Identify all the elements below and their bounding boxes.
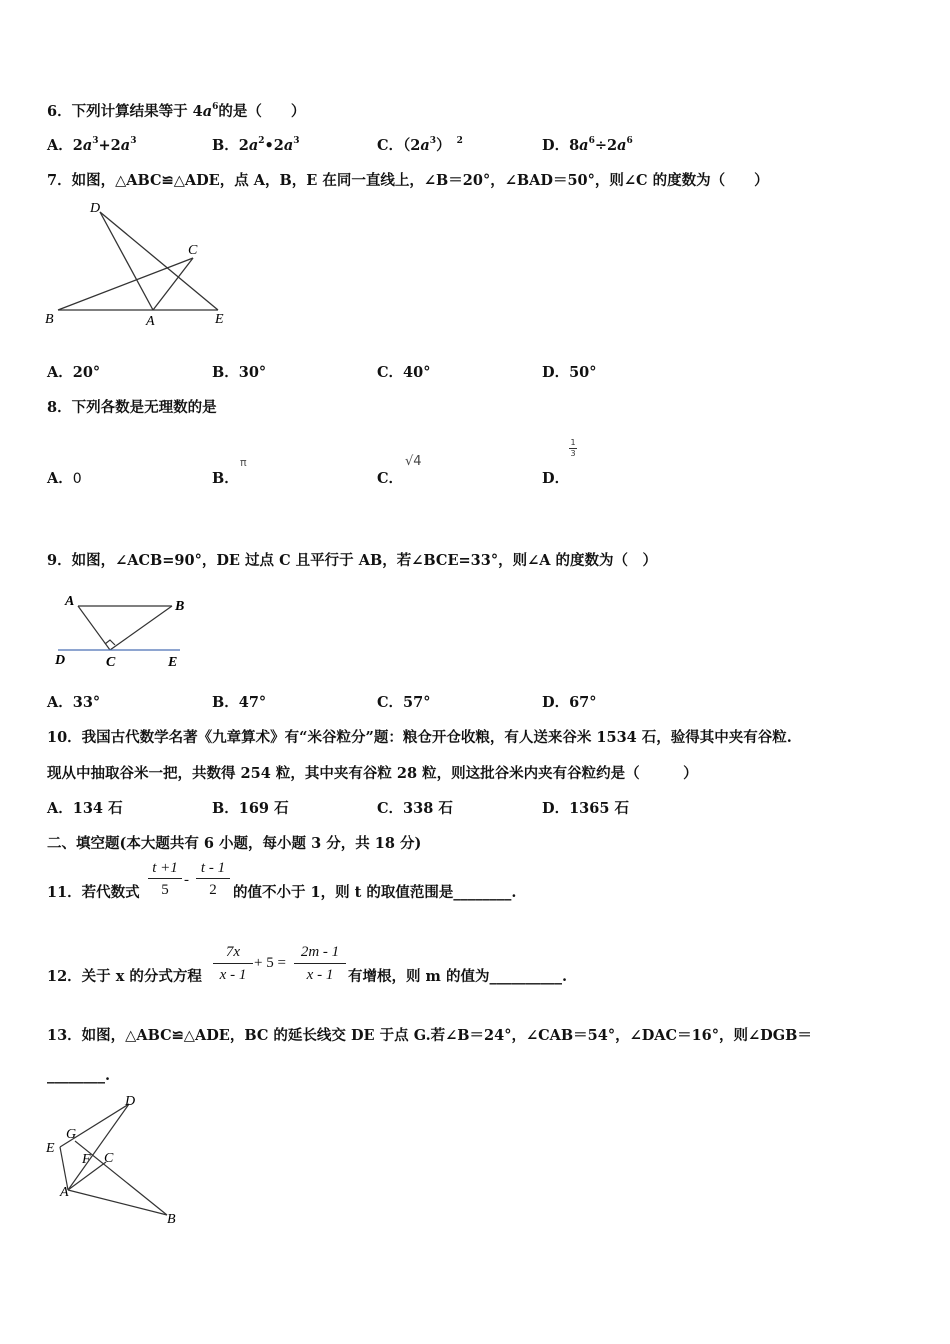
q12-fraction-1-denominator: x - 1: [213, 963, 253, 986]
q7-line-de: [100, 212, 218, 310]
q11-suffix: 的值不小于 1，则 t 的取值范围是________.: [233, 884, 517, 901]
q12-fraction-1-numerator: 7x: [225, 944, 241, 960]
q9-stem: 9．如图，∠ACB=90°，DE 过点 C 且平行于 AB，若∠BCE=33°，则∠A 的度数为（ ）: [47, 552, 658, 569]
q10-option-b: B．169 石: [212, 800, 289, 817]
q7-label-e: E: [215, 312, 224, 327]
q10-option-c: C．338 石: [377, 800, 453, 817]
q7-figure: [40, 198, 240, 330]
q13-label-e: E: [46, 1141, 55, 1156]
q12-fraction-1: [213, 941, 253, 986]
q11-fraction-1: [148, 858, 182, 901]
q12-fraction-2-denominator: x - 1: [294, 963, 346, 986]
q9-option-b: B．47°: [212, 694, 267, 711]
q12-fraction-2: [294, 941, 346, 986]
q13-stem-line1: 13．如图，△ABC≌△ADE，BC 的延长线交 DE 于点 G.若∠B＝24°，∠CAB＝54°，∠DAC＝16°，则∠DGB＝: [47, 1027, 812, 1044]
q7-option-d: D．50°: [542, 364, 597, 381]
q8-option-d-fraction: [569, 438, 577, 459]
q8-option-d-denominator: 3: [570, 449, 576, 458]
q8-option-a: A．0: [47, 470, 82, 487]
q9-option-a: A．33°: [47, 694, 101, 711]
q9-option-c: C．57°: [377, 694, 431, 711]
q6-option-d: D．$8a^6\div 2a^6$: [542, 136, 633, 154]
q13-label-f: F: [82, 1152, 91, 1167]
q7-label-d: D: [90, 201, 101, 216]
q8-option-c: C．: [377, 470, 404, 487]
q8-option-b-value: π: [240, 456, 247, 469]
q9-label-c: C: [106, 655, 116, 670]
q6-option-c: C．$(2a^3)$ $^2$: [377, 136, 463, 154]
q11-fraction-2-denominator: 2: [196, 878, 230, 901]
q12-suffix: 有增根，则 m 的值为__________.: [348, 968, 567, 985]
q7-option-c: C．40°: [377, 364, 431, 381]
q8-option-b: B．: [212, 470, 239, 487]
q11-prefix: 11．若代数式: [47, 884, 140, 901]
q6-stem: 6．下列计算结果等于 $4a^6$的是（ ）: [47, 102, 306, 120]
q12-fraction-2-numerator: 2m - 1: [300, 944, 340, 960]
q10-option-a: A．134 石: [47, 800, 123, 817]
q9-label-a: A: [65, 594, 75, 609]
q7-option-a: A．20°: [47, 364, 101, 381]
q11-fraction-1-numerator: t +1: [152, 860, 178, 876]
q6-option-b: B．$2a^2•2a^3$: [212, 136, 300, 154]
q13-stem-line2: ________.: [47, 1067, 111, 1084]
q13-label-d: D: [125, 1094, 136, 1109]
q8-option-d-numerator: 1: [570, 438, 576, 447]
q9-figure: [50, 590, 195, 670]
q13-label-g: G: [66, 1127, 77, 1142]
q7-label-a: A: [146, 314, 155, 329]
q13-label-c: C: [104, 1151, 114, 1166]
q7-stem: 7．如图，△ABC≌△ADE，点 A，B，E 在同一直线上，∠B＝20°，∠BAD＝50°，则∠C 的度数为（ ）: [47, 172, 769, 189]
q12-prefix: 12．关于 x 的分式方程: [47, 968, 202, 985]
q9-label-b: B: [175, 599, 185, 614]
q7-line-da: [100, 212, 153, 310]
q11-fraction-1-denominator: 5: [148, 878, 182, 901]
section-heading: 二、填空题(本大题共有 6 小题，每小题 3 分，共 18 分): [47, 835, 422, 852]
q8-option-d: D．: [542, 470, 570, 487]
q9-label-d: D: [55, 653, 66, 668]
q9-label-e: E: [168, 655, 178, 670]
q7-option-b: B．30°: [212, 364, 267, 381]
q13-figure: [40, 1090, 190, 1230]
q9-option-d: D．67°: [542, 694, 597, 711]
q7-label-c: C: [188, 243, 198, 258]
q8-stem: 8．下列各数是无理数的是: [47, 399, 217, 416]
q11-fraction-2: [196, 858, 230, 901]
q11-fraction-2-numerator: t - 1: [200, 860, 226, 876]
q10-stem-line1: 10．我国古代数学名著《九章算术》有“米谷粒分”题：粮仓开仓收粮，有人送来谷米 1534 石，验得其中夹有谷粒.: [47, 729, 792, 746]
q10-stem-line2: 现从中抽取谷米一把，共数得 254 粒，其中夹有谷粒 28 粒，则这批谷米内夹有谷粒约是（ ）: [47, 765, 698, 782]
q13-line-ea: [60, 1147, 68, 1190]
q11-minus: -: [184, 872, 189, 888]
q6-option-a: A．$2a^3+2a^3$: [47, 136, 137, 154]
q10-option-d: D．1365 石: [542, 800, 629, 817]
q9-line-bc: [110, 606, 172, 650]
q13-label-a: A: [60, 1185, 69, 1200]
q12-plus-five: + 5 =: [254, 955, 286, 971]
q7-label-b: B: [45, 312, 54, 327]
q8-option-c-value: √4: [405, 454, 422, 469]
q13-label-b: B: [167, 1212, 176, 1227]
